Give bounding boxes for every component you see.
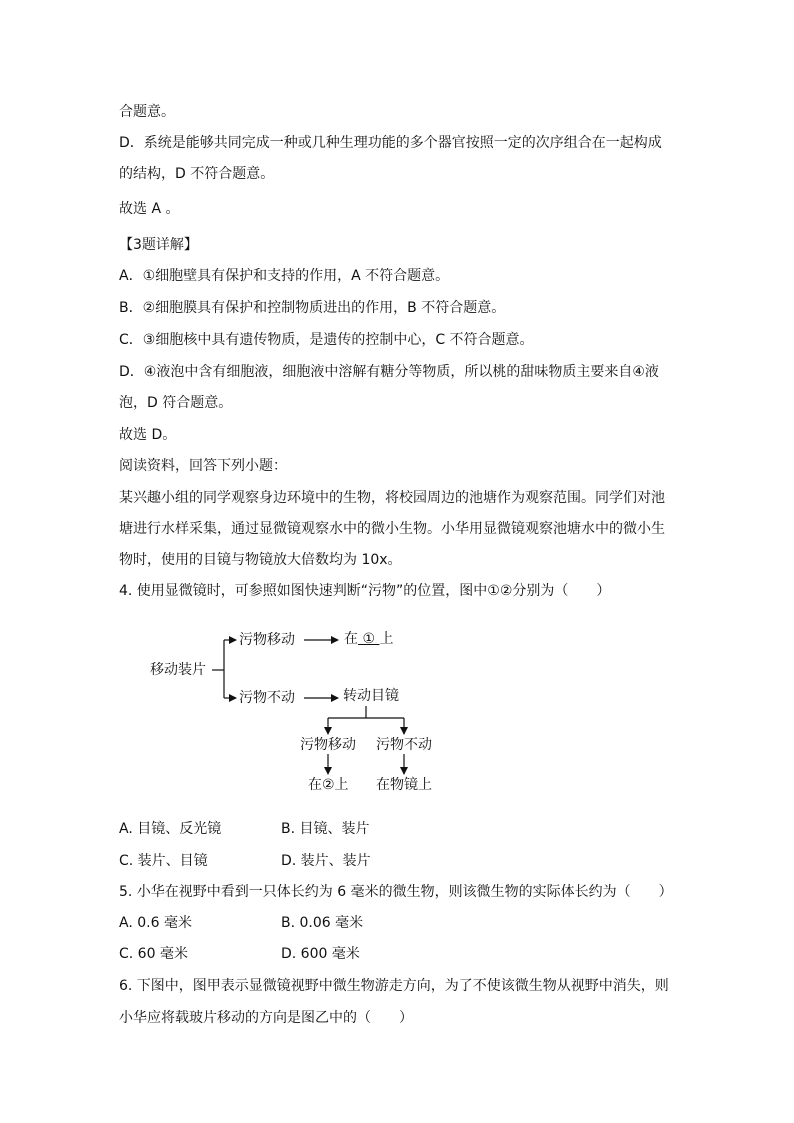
question-5-stem: 5. 小华在视野中看到一只体长约为 6 毫米的微生物，则该微生物的实际体长约为（ ） <box>119 884 673 900</box>
text-line: 泡，D 符合题意。 <box>119 395 233 411</box>
q5-option-c[interactable]: C. 60 毫米 <box>119 946 188 962</box>
text-line: A．①细胞壁具有保护和支持的作用，A 不符合题意。 <box>119 268 450 284</box>
diagram-at-1-label <box>344 630 393 648</box>
text-line: D．④液泡中含有细胞液，细胞液中溶解有糖分等物质，所以桃的甜味物质主要来自④液 <box>119 364 659 380</box>
q5-option-b[interactable]: B. 0.06 毫米 <box>281 915 364 931</box>
diagram-sub-moves-label: 污物移动 <box>300 737 356 753</box>
diagram-start-label: 移动装片 <box>150 662 206 678</box>
diagram-on-objective-label: 在物镜上 <box>376 777 432 793</box>
text-line: 的结构，D 不符合题意。 <box>119 166 275 182</box>
diagram-at-1-prefix: 在 <box>344 631 358 647</box>
text-line: D．系统是能够共同完成一种或几种生理功能的多个器官按照一定的次序组合在一起构成 <box>119 135 662 151</box>
text-line: 合题意。 <box>119 104 175 120</box>
text-line: 某兴趣小组的同学观察身边环境中的生物，将校园周边的池塘作为观察范围。同学们对池 <box>119 490 665 506</box>
q4-option-c[interactable]: C. 装片、目镜 <box>119 853 208 869</box>
diagram-moves-label: 污物移动 <box>239 632 295 648</box>
q4-option-d[interactable]: D. 装片、装片 <box>281 853 371 869</box>
text-line: 故选 A 。 <box>119 201 180 217</box>
question-6-stem-cont: 小华应将载玻片移动的方向是图乙中的（ ） <box>119 1010 413 1026</box>
text-line: 阅读资料，回答下列小题： <box>119 458 287 474</box>
diagram-at-2-label: 在②上 <box>308 777 349 793</box>
diagram-at-1-suffix: 上 <box>379 631 394 647</box>
diagram-sub-still-label: 污物不动 <box>376 737 432 753</box>
text-line: 故选 D。 <box>119 427 177 443</box>
diagram-rotate-eyepiece-label: 转动目镜 <box>343 688 399 704</box>
question-4-stem: 4. 使用显微镜时，可参照如图快速判断“污物”的位置，图中①②分别为（ ） <box>119 583 611 599</box>
question-6-stem: 6. 下图中，图甲表示显微镜视野中微生物游走方向，为了不使该微生物从视野中消失，则 <box>119 978 669 994</box>
diagram-still-label: 污物不动 <box>239 690 295 706</box>
text-line: C．③细胞核中具有遗传物质，是遗传的控制中心，C 不符合题意。 <box>119 332 534 348</box>
section-heading: 【3题详解】 <box>119 237 198 253</box>
text-line: 塘进行水样采集，通过显微镜观察水中的微小生物。小华用显微镜观察池塘水中的微小生 <box>119 521 665 537</box>
text-line: 物时，使用的目镜与物镜放大倍数均为 10x。 <box>119 552 402 568</box>
text-line: B．②细胞膜具有保护和控制物质进出的作用，B 不符合题意。 <box>119 300 506 316</box>
diagram-blank-1: ① <box>358 631 380 647</box>
q4-option-a[interactable]: A. 目镜、反光镜 <box>119 821 222 837</box>
q5-option-d[interactable]: D. 600 毫米 <box>281 946 360 962</box>
q5-option-a[interactable]: A. 0.6 毫米 <box>119 915 192 931</box>
flow-diagram <box>140 618 460 803</box>
q4-option-b[interactable]: B. 目镜、装片 <box>281 821 370 837</box>
